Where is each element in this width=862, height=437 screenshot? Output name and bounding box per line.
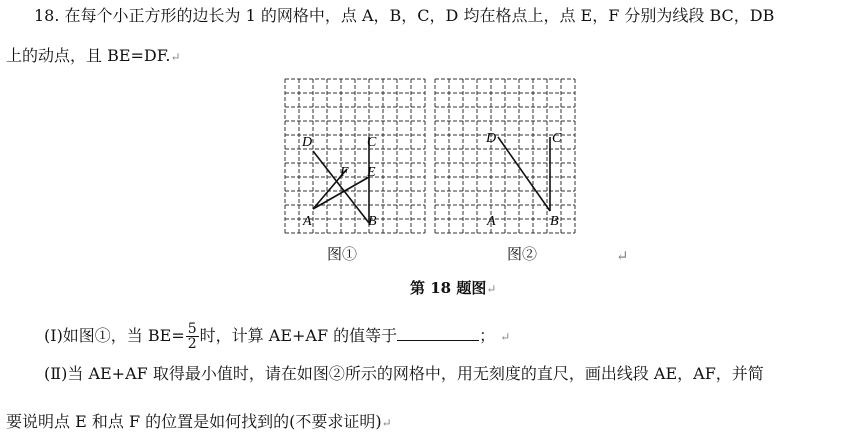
figure-2-grid	[432, 76, 584, 236]
figure-2-label: 图②	[507, 245, 538, 263]
part-2-text-line-2: 要说明点 E 和点 F 的位置是如何找到的(不要求证明)	[6, 412, 382, 431]
point-label-c: C	[367, 135, 377, 150]
part-2-text-line-1: (Ⅱ)当 AE+AF 取得最小值时，请在如图②所示的网格中，用无刻度的直尺，画出线段 AE，AF，并简	[44, 364, 764, 383]
point-label-b: B	[368, 214, 377, 229]
problem-number: 18.	[34, 6, 60, 25]
problem-text-line-1: 在每个小正方形的边长为 1 的网格中，点 A，B，C，D 均在格点上，点 E，F 分别为线段 BC，DB	[64, 6, 775, 25]
fraction-five-halves	[186, 322, 199, 351]
part-2-line-1	[44, 364, 764, 384]
problem-line-1	[34, 6, 774, 26]
return-mark: ↵	[486, 282, 497, 296]
fraction-denominator: 2	[187, 336, 197, 352]
problem-text-line-2: 上的动点，且 BE=DF.	[6, 46, 171, 65]
figure-caption	[410, 277, 496, 298]
part-1-suffix: 时，计算 AE+AF 的值等于	[199, 326, 398, 345]
part-1-prefix: (Ⅰ)如图①，当 BE=	[44, 326, 185, 345]
point-label-e: E	[367, 165, 376, 180]
part-2-line-2	[6, 412, 392, 433]
point-label-a: A	[487, 214, 496, 229]
figure-1-label: 图①	[327, 245, 358, 263]
point-label-f: F	[340, 165, 349, 180]
return-mark: ↵	[170, 50, 181, 64]
point-label-d: D	[486, 131, 497, 146]
caption-text: 第 18 题图	[410, 279, 487, 297]
point-label-a: A	[303, 214, 312, 229]
point-label-b: B	[550, 214, 559, 229]
return-mark: ↵	[616, 247, 629, 265]
part-1-end: ；	[479, 326, 496, 345]
return-mark: ↵	[381, 416, 392, 430]
fraction-numerator: 5	[187, 321, 197, 337]
segment-db	[498, 137, 550, 211]
point-label-d: D	[302, 135, 313, 150]
point-label-c: C	[552, 131, 562, 146]
return-mark: ↵	[500, 330, 511, 344]
figure-1-grid	[282, 76, 434, 236]
answer-blank[interactable]	[397, 326, 479, 341]
part-1-line	[44, 320, 510, 353]
problem-line-2	[6, 46, 181, 67]
